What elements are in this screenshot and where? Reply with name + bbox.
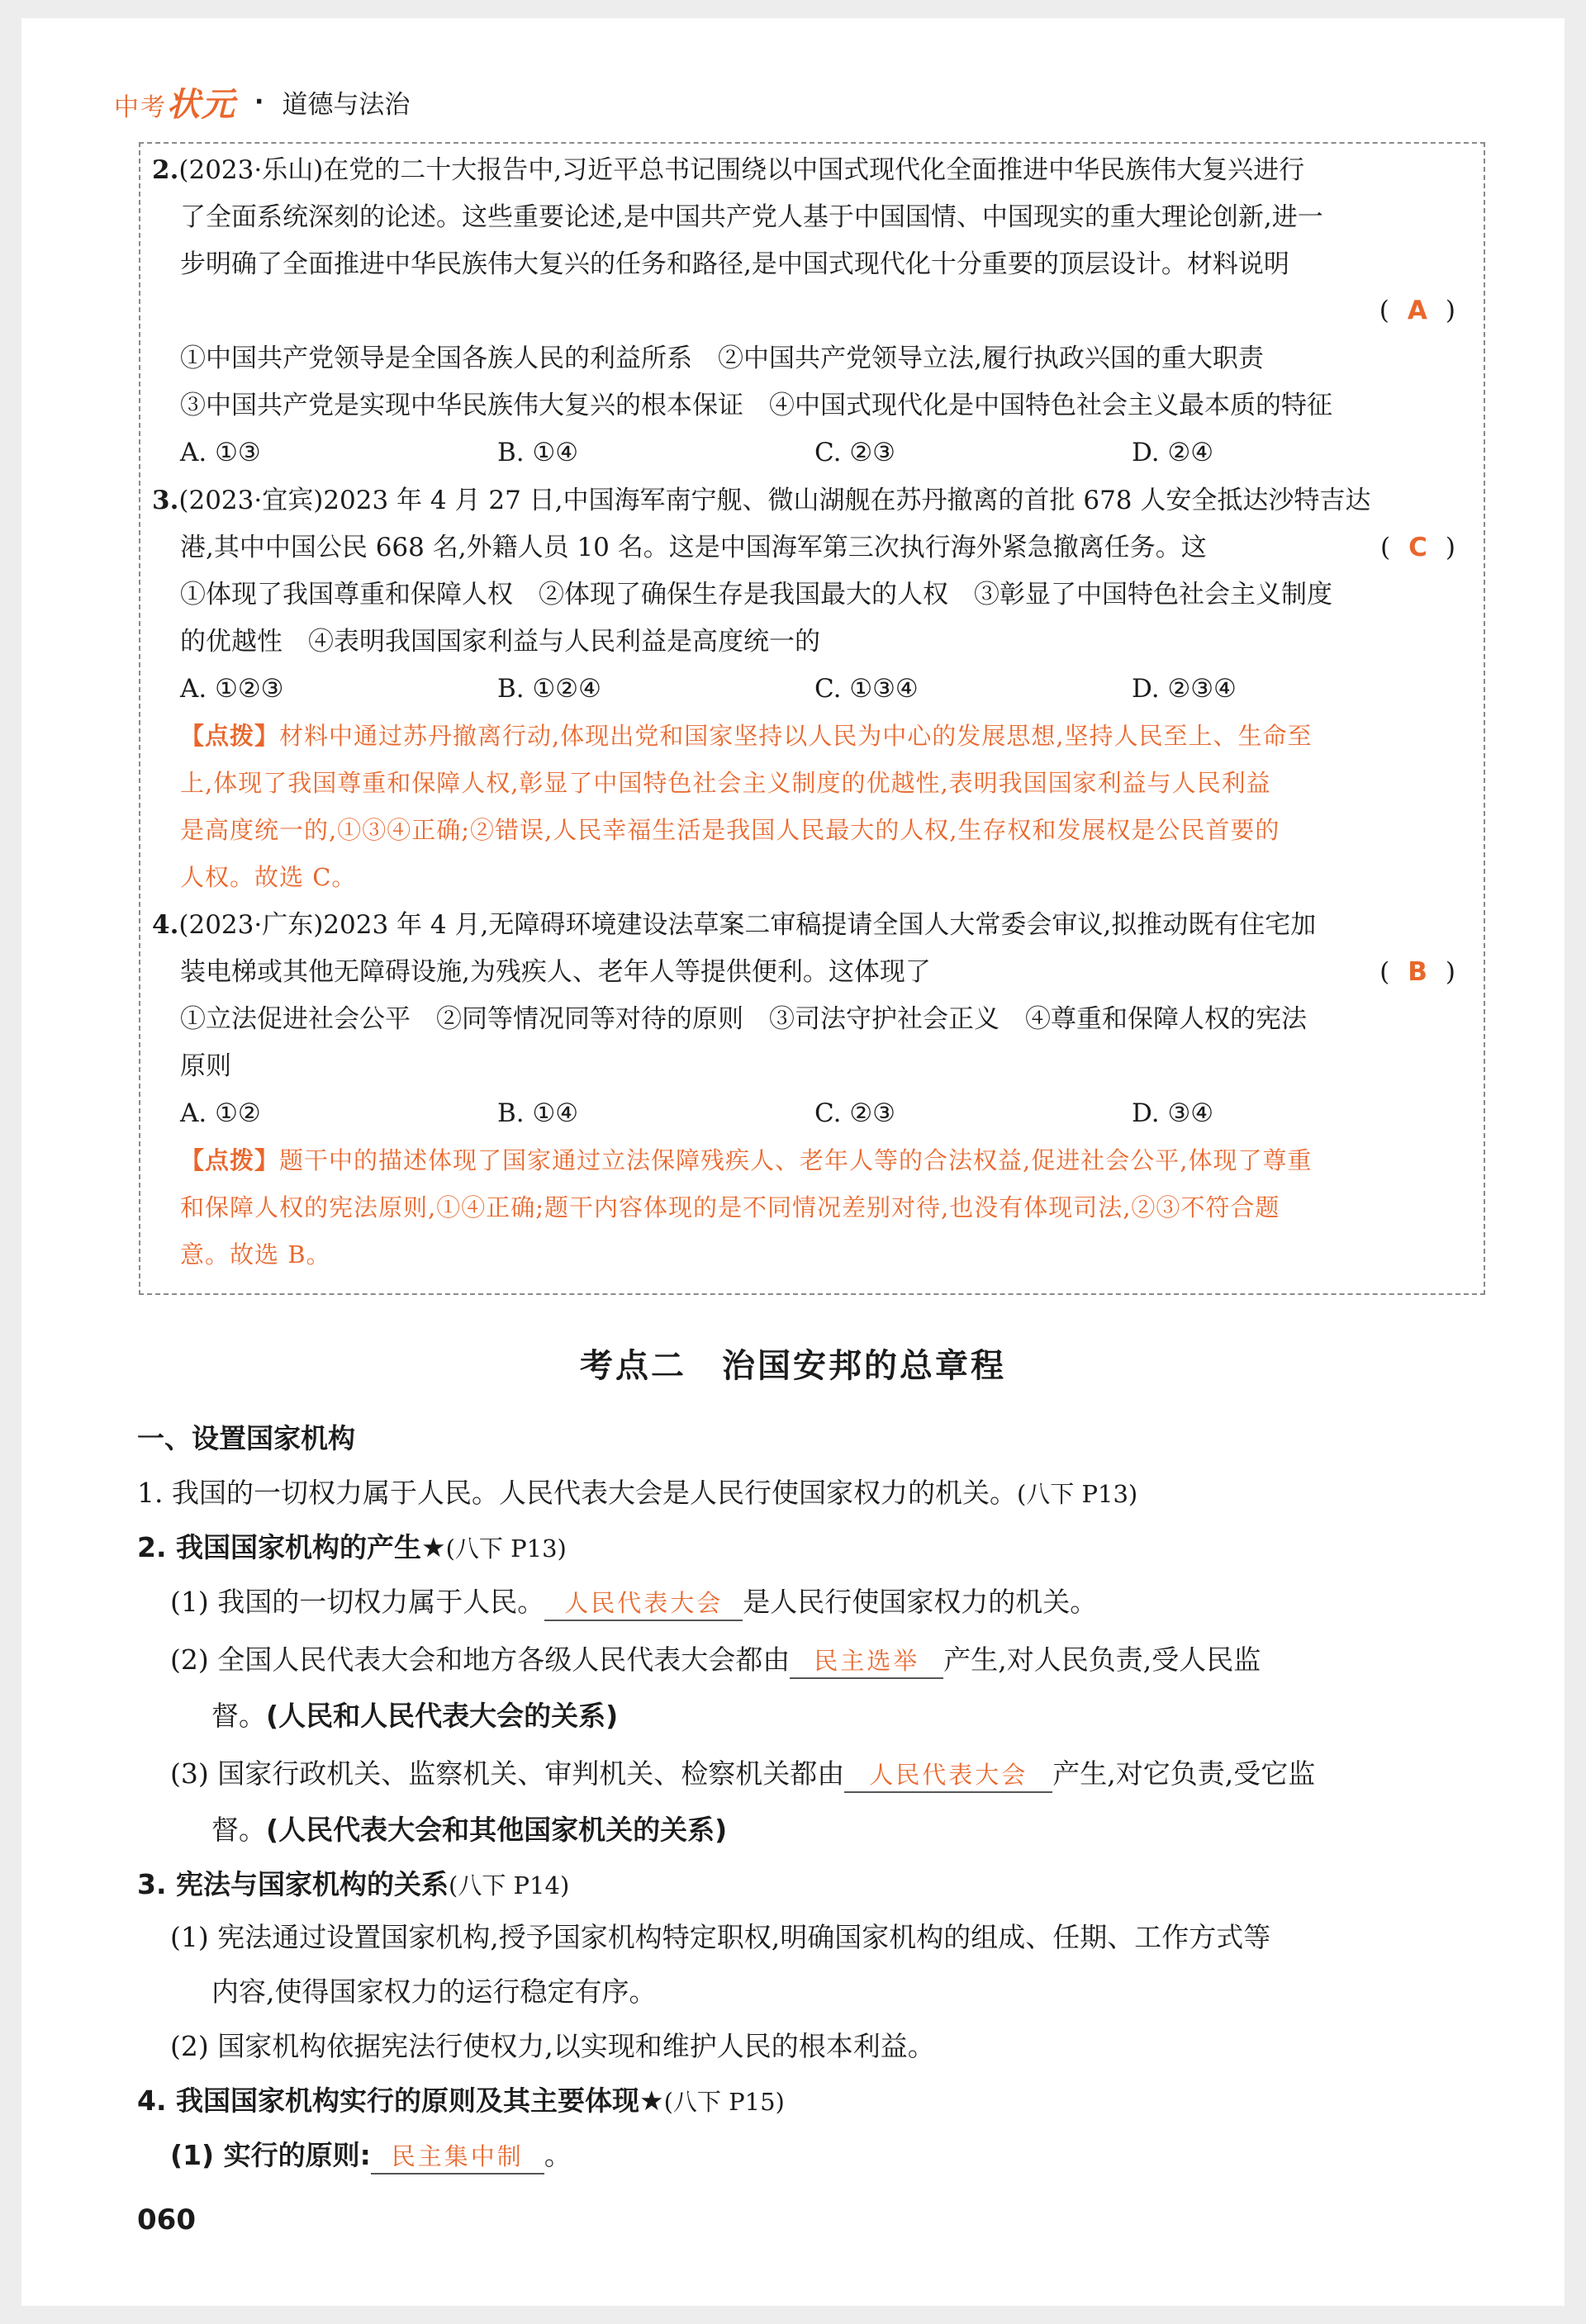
q2-option-b: B. ①④ [497, 438, 579, 467]
q4-tip-line1: 【点拨】题干中的描述体现了国家通过立法保障残疾人、老年人等的合法权益,促进社会公平,体现了尊重 [180, 1146, 1313, 1174]
q4-stem-line1: 4.(2023·广东)2023 年 4 月,无障碍环境建设法草案二审稿提请全国人大常委会审议,拟推动既有住宅加 [152, 910, 1317, 940]
point-2-2: (2) 全国人民代表大会和地方各级人民代表大会都由 民主选举 产生,对人民负责,受人民监 [170, 1640, 1261, 1680]
q2-stem-line1: 2.(2023·乐山)在党的二十大报告中,习近平总书记围绕以中国式现代化全面推进中华民族伟大复兴进行 [152, 155, 1305, 185]
point-2-2-cont: 督。(人民和人民代表大会的关系) [211, 1700, 619, 1732]
point-2-heading: 2. 我国国家机构的产生★(八下 P13) [137, 1531, 567, 1563]
running-header [114, 81, 410, 122]
point-3-heading: 3. 宪法与国家机构的关系(八下 P14) [137, 1868, 570, 1900]
q2-stem-line2: 了全面系统深刻的论述。这些重要论述,是中国共产党人基于中国国情、中国现实的重大理论创新,进一 [180, 202, 1323, 232]
q2-answer: A [1407, 296, 1427, 325]
q4-items-line1: ①立法促进社会公平 ②同等情况同等对待的原则 ③司法守护社会正义 ④尊重和保障人权的宪法 [180, 1004, 1307, 1034]
point-3-2: (2) 国家机构依据宪法行使权力,以实现和维护人民的根本利益。 [170, 2030, 935, 2062]
q3-answer-paren: ( C ) [1380, 533, 1455, 562]
point-2-3-cont: 督。(人民代表大会和其他国家机关的关系) [211, 1814, 728, 1846]
section-title: 考点二 治国安邦的总章程 [580, 1347, 1006, 1385]
q4-answer: B [1408, 957, 1427, 987]
q4-items-line2: 原则 [180, 1051, 231, 1081]
q2-answer-paren: ( A ) [1379, 296, 1455, 325]
q4-stem-line2: 装电梯或其他无障碍设施,为残疾人、老年人等提供便利。这体现了 [180, 957, 931, 987]
q3-option-a: A. ①②③ [180, 674, 284, 704]
point-4-heading: 4. 我国国家机构实行的原则及其主要体现★(八下 P15) [137, 2084, 785, 2117]
q3-tip-line4: 人权。故选 C。 [180, 863, 357, 891]
q3-items-line1: ①体现了我国尊重和保障人权 ②体现了确保生存是我国最大的人权 ③彰显了中国特色社会主义制度 [180, 580, 1332, 609]
q3-tip-line3: 是高度统一的,①③④正确;②错误,人民幸福生活是我国人民最大的人权,生存权和发展权是公民首要的 [180, 816, 1280, 844]
q4-option-d: D. ③④ [1132, 1098, 1214, 1128]
q3-tip-line1: 【点拨】材料中通过苏丹撤离行动,体现出党和国家坚持以人民为中心的发展思想,坚持人民至上、生命至 [180, 722, 1313, 750]
point-2-3: (3) 国家行政机关、监察机关、审判机关、检察机关都由 人民代表大会 产生,对它负责,受它监 [170, 1754, 1315, 1794]
q3-items-line2: 的优越性 ④表明我国国家利益与人民利益是高度统一的 [180, 627, 820, 657]
q3-answer: C [1408, 533, 1427, 562]
page-number: 060 [137, 2203, 196, 2236]
q4-tip-line3: 意。故选 B。 [180, 1240, 331, 1269]
point-3-1: (1) 宪法通过设置国家机构,授予国家机构特定职权,明确国家机构的组成、任期、工作方式等 [170, 1921, 1271, 1953]
q2-items-line1: ①中国共产党领导是全国各族人民的利益所系 ②中国共产党领导立法,履行执政兴国的重大职责 [180, 344, 1264, 373]
point-1: 1. 我国的一切权力属于人民。人民代表大会是人民行使国家权力的机关。(八下 P13) [137, 1477, 1138, 1509]
q2-option-d: D. ②④ [1132, 438, 1214, 467]
blank-answer-2-2: 民主选举 [790, 1644, 943, 1679]
point-4-1: (1) 实行的原则: 民主集中制 。 [170, 2136, 572, 2175]
q3-option-d: D. ②③④ [1132, 674, 1237, 704]
brand-logo: 中考状元 [114, 85, 236, 124]
q4-option-b: B. ①④ [497, 1098, 579, 1128]
q4-answer-paren: ( B ) [1379, 957, 1455, 987]
q3-tip-line2: 上,体现了我国尊重和保障人权,彰显了中国特色社会主义制度的优越性,表明我国国家利益与人民利益 [180, 769, 1271, 797]
q2-option-c: C. ②③ [814, 438, 895, 467]
q2-option-a: A. ①③ [180, 438, 261, 467]
header-separator: · [254, 87, 264, 116]
q2-items-line2: ③中国共产党是实现中华民族伟大复兴的根本保证 ④中国式现代化是中国特色社会主义最本质的特征 [180, 391, 1332, 420]
q3-stem-line1: 3.(2023·宜宾)2023 年 4 月 27 日,中国海军南宁舰、微山湖舰在苏丹撤离的首批 678 人安全抵达沙特吉达 [152, 486, 1371, 515]
blank-answer-2-1: 人民代表大会 [544, 1586, 743, 1621]
heading-set-up-state-organs: 一、设置国家机构 [137, 1422, 355, 1454]
q3-option-b: B. ①②④ [497, 674, 601, 704]
q4-option-c: C. ②③ [814, 1098, 895, 1128]
q4-option-a: A. ①② [180, 1098, 261, 1128]
q3-stem-line2: 港,其中中国公民 668 名,外籍人员 10 名。这是中国海军第三次执行海外紧急撤离任务。这 [180, 533, 1207, 562]
header-subject: 道德与法治 [282, 89, 411, 120]
q3-option-c: C. ①③④ [814, 674, 919, 704]
point-3-1-cont: 内容,使得国家权力的运行稳定有序。 [211, 1975, 657, 2008]
blank-answer-2-3: 人民代表大会 [844, 1758, 1052, 1793]
point-2-1: (1) 我国的一切权力属于人民。 人民代表大会 是人民行使国家权力的机关。 [170, 1582, 1097, 1622]
q4-tip-line2: 和保障人权的宪法原则,①④正确;题干内容体现的是不同情况差别对待,也没有体现司法,②③不符合题 [180, 1193, 1280, 1221]
question-box [139, 142, 1485, 1295]
q2-stem-line3: 步明确了全面推进中华民族伟大复兴的任务和路径,是中国式现代化十分重要的顶层设计。材料说明 [180, 249, 1289, 279]
blank-answer-4-1: 民主集中制 [371, 2140, 544, 2175]
